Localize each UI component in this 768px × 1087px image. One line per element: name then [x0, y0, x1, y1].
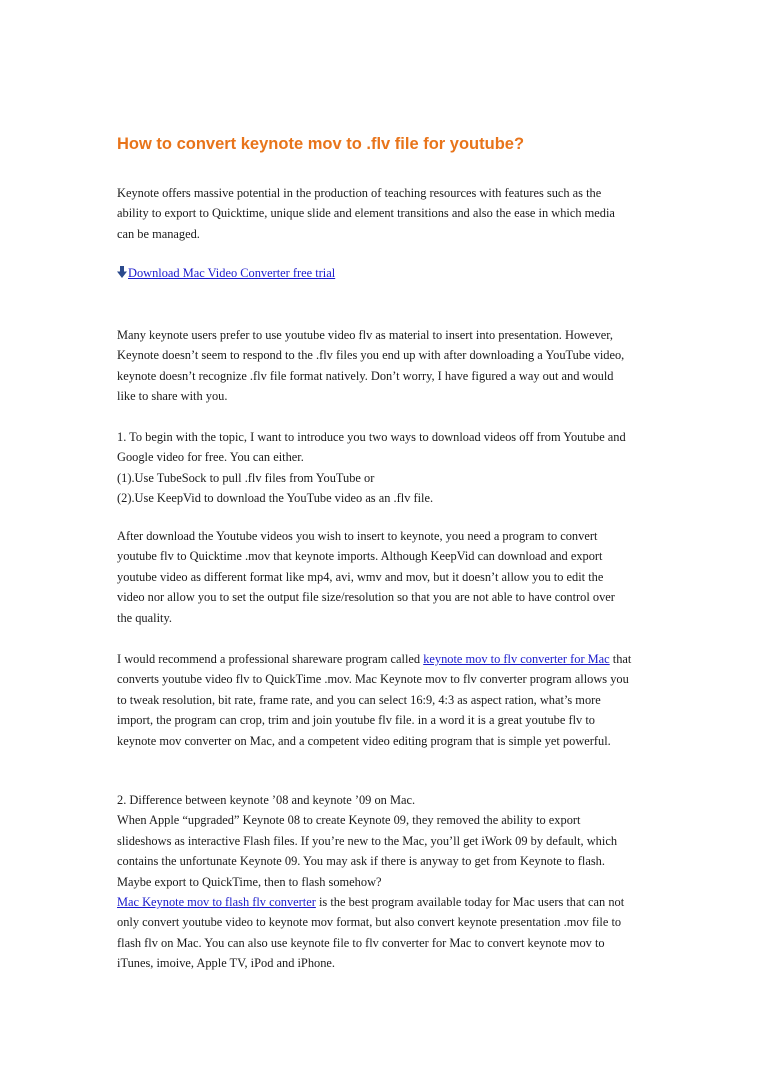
- page-title: How to convert keynote mov to .flv file for youtube?: [117, 135, 525, 153]
- text-line: only convert youtube video to keynote mov format, but also convert keynote presentation .mov file to: [117, 915, 622, 930]
- paragraph-download-ways: [117, 427, 657, 509]
- text-line: I would recommend a professional shareware program called keynote mov to flv converter for Mac that: [117, 652, 632, 666]
- text-line: youtube flv to Quicktime .mov that keynote imports. Although KeepVid can download and export: [117, 549, 603, 564]
- text-line: to tweak resolution, bit rate, frame rate, and you can select 16:9, 4:3 as aspect ration, what’s more: [117, 692, 601, 707]
- text-line: like to share with you.: [117, 389, 228, 404]
- text-line: keynote doesn’t recognize .flv file format natively. Don’t worry, I have figured a way out and would: [117, 368, 614, 383]
- text-line: iTunes, imoive, Apple TV, iPod and iPhone.: [117, 956, 336, 971]
- download-trial-link[interactable]: Download Mac Video Converter free trial: [128, 266, 336, 280]
- paragraph-users: [117, 325, 657, 407]
- flv-converter-link[interactable]: keynote mov to flv converter for Mac: [423, 652, 610, 666]
- text-line: youtube video as different format like mp4, avi, wmv and mov, but it doesn’t allow you to edit the: [117, 569, 604, 584]
- paragraph-recommend: [117, 649, 657, 751]
- text-line: (2).Use KeepVid to download the YouTube video as an .flv file.: [117, 491, 434, 506]
- text-line: Keynote doesn’t seem to respond to the .flv files you end up with after downloading a YouTube video,: [117, 348, 625, 363]
- flash-flv-converter-link[interactable]: Mac Keynote mov to flash flv converter: [117, 895, 316, 910]
- text-line: 1. To begin with the topic, I want to introduce you two ways to download videos off from Youtube and: [117, 430, 626, 444]
- download-row: [117, 263, 657, 283]
- text-line: Mac Keynote mov to flash flv converter is the best program available today for Mac users that can not: [117, 895, 625, 910]
- text-line: slideshows as interactive Flash files. If you’re new to the Mac, you’ll get iWork 09 by default, which: [117, 833, 618, 848]
- text-line: can be managed.: [117, 226, 200, 241]
- download-arrow-icon: [117, 266, 127, 278]
- text-line: 2. Difference between keynote ’08 and keynote ’09 on Mac.: [117, 793, 416, 807]
- text-line: ability to export to Quicktime, unique slide and element transitions and also the ease in which media: [117, 206, 615, 221]
- paragraph-convert: [117, 526, 657, 628]
- text-line: When Apple “upgraded” Keynote 08 to create Keynote 09, they removed the ability to export: [117, 813, 581, 828]
- text-line: Many keynote users prefer to use youtube video flv as material to insert into presentation. However,: [117, 328, 614, 342]
- text-line: contains the unfortunate Keynote 09. You may ask if there is anyway to get from Keynote to flash.: [117, 854, 605, 869]
- text-line: (1).Use TubeSock to pull .flv files from YouTube or: [117, 470, 375, 485]
- text-line: import, the program can crop, trim and join youtube flv file. in a word it is a great youtube flv to: [117, 713, 595, 728]
- text-line: After download the Youtube videos you wish to insert to keynote, you need a program to convert: [117, 529, 598, 543]
- text-line: converts youtube video flv to QuickTime .mov. Mac Keynote mov to flv converter program allows you: [117, 672, 629, 687]
- text-line: Keynote offers massive potential in the production of teaching resources with features such as the: [117, 186, 602, 200]
- text-line: video nor allow you to set the output file size/resolution so that you are not able to have control over: [117, 590, 615, 605]
- intro-paragraph: [117, 183, 657, 244]
- text-line: Google video for free. You can either.: [117, 450, 304, 465]
- text-line: flash flv on Mac. You can also use keynote file to flv converter for Mac to convert keynote mov to: [117, 935, 605, 950]
- text-line: Maybe export to QuickTime, then to flash somehow?: [117, 874, 382, 889]
- text-line: the quality.: [117, 610, 172, 625]
- paragraph-difference: [117, 790, 657, 974]
- text-line: keynote mov converter on Mac, and a competent video editing program that is simple yet powerful.: [117, 733, 611, 748]
